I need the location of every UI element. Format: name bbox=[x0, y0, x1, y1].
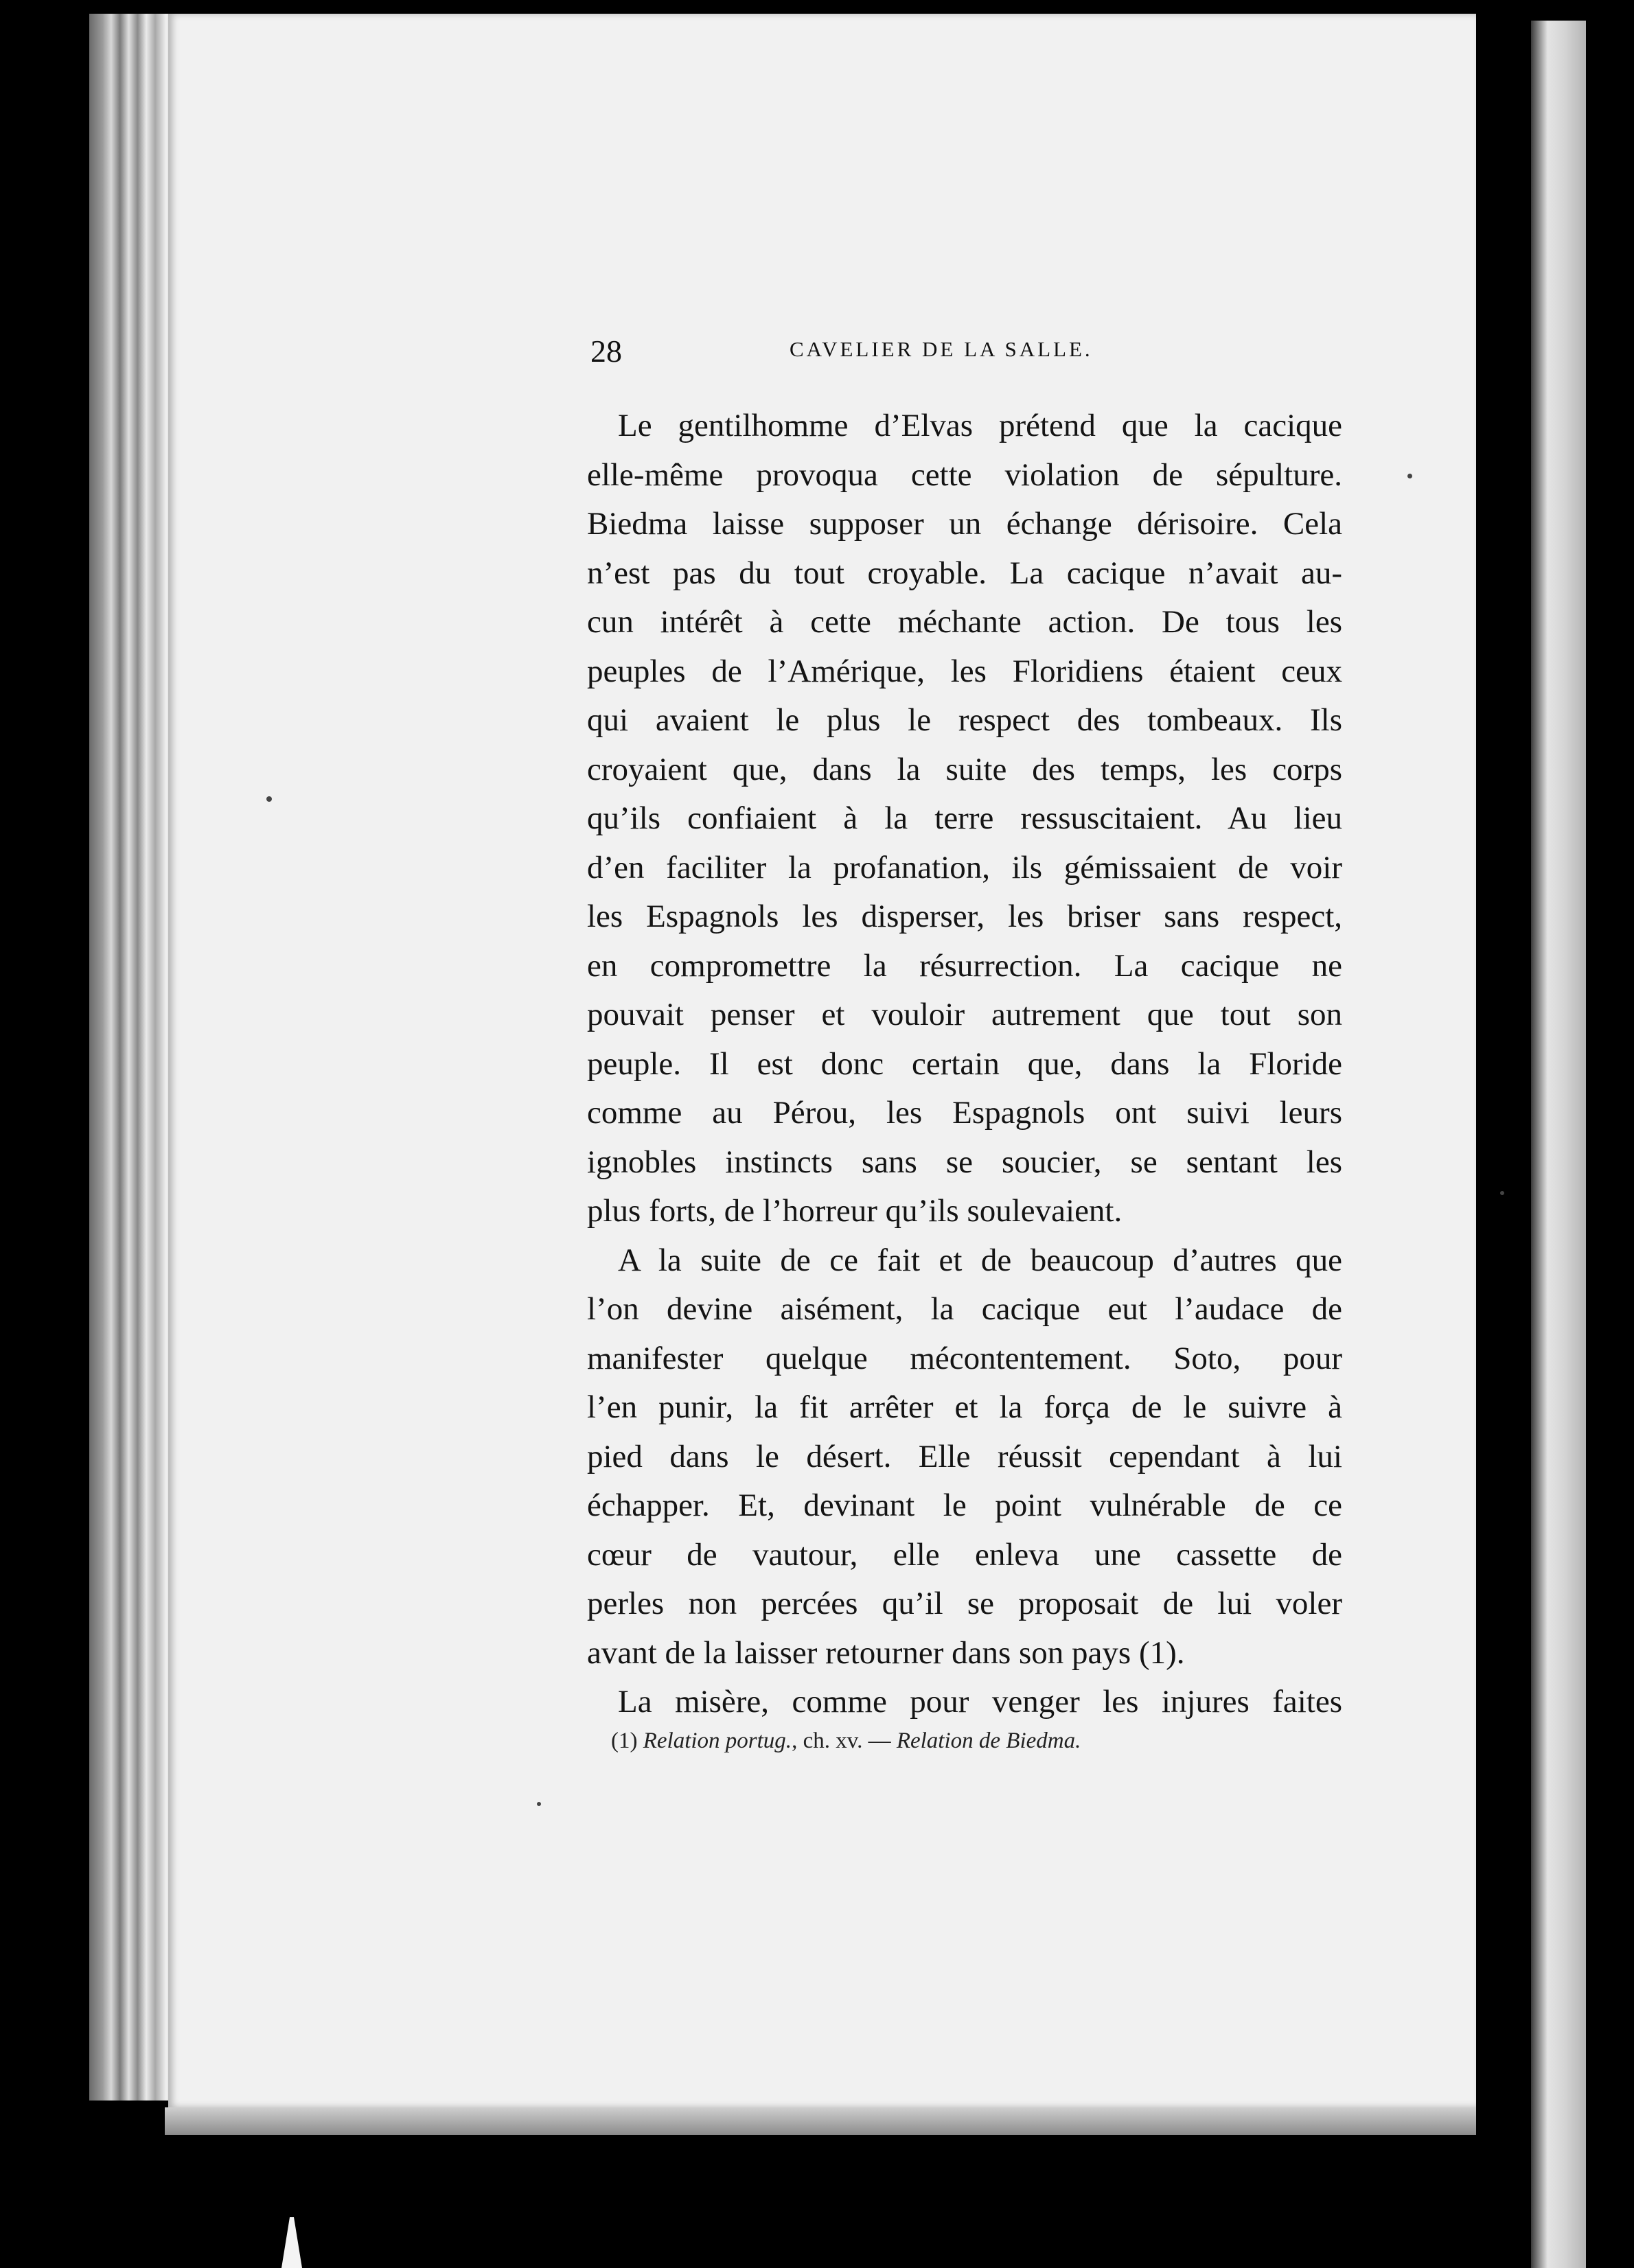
facing-page-edge bbox=[1531, 21, 1586, 2268]
text-line: cœur de vautour, elle enleva une cassette de bbox=[587, 1536, 1342, 1573]
dust-speck bbox=[266, 796, 272, 802]
text-line: en compromettre la résurrection. La cacique ne bbox=[587, 947, 1342, 984]
footnote-title-2: Relation de Biedma. bbox=[896, 1728, 1081, 1753]
text-line: plus forts, de l’horreur qu’ils soulevaient. bbox=[587, 1193, 1123, 1229]
text-line: d’en faciliter la profanation, ils gémissaient de voir bbox=[587, 849, 1342, 886]
body-text bbox=[587, 402, 1342, 1727]
page-bottom-edge bbox=[165, 2107, 1476, 2135]
footnote-chapter: , ch. xv. — bbox=[792, 1728, 891, 1753]
text-line: croyaient que, dans la suite des temps, les corps bbox=[587, 751, 1342, 787]
text-line: pouvait penser et vouloir autrement que tout son bbox=[587, 997, 1342, 1032]
text-line: l’en punir, la fit arrêter et la força de le suivre à bbox=[587, 1389, 1342, 1425]
text-line: peuples de l’Amérique, les Floridiens étaient ceux bbox=[587, 653, 1342, 689]
text-line: comme au Pérou, les Espagnols ont suivi leurs bbox=[587, 1095, 1342, 1131]
text-line: A la suite de ce fait et de beaucoup d’autres que bbox=[618, 1242, 1342, 1278]
text-line: Biedma laisse supposer un échange dérisoire. Cela bbox=[587, 506, 1342, 542]
text-line: peuple. Il est donc certain que, dans la Floride bbox=[587, 1045, 1342, 1082]
text-line: manifester quelque mécontentement. Soto, pour bbox=[587, 1340, 1342, 1376]
text-line: ignobles instincts sans se soucier, se sentant les bbox=[587, 1144, 1342, 1180]
footnote bbox=[611, 1728, 1339, 1754]
text-line: n’est pas du tout croyable. La cacique n’avait au- bbox=[587, 555, 1342, 591]
footnote-title-1: Relation portug. bbox=[643, 1728, 792, 1753]
text-line: avant de la laisser retourner dans son pays (1). bbox=[587, 1634, 1185, 1671]
running-head: CAVELIER DE LA SALLE. bbox=[790, 337, 1093, 361]
text-line: l’on devine aisément, la cacique eut l’audace de bbox=[587, 1291, 1342, 1327]
dust-speck bbox=[537, 1802, 541, 1806]
page-corner-mark bbox=[281, 2217, 302, 2268]
text-line: qui avaient le plus le respect des tombeaux. Ils bbox=[587, 702, 1342, 738]
text-line: Le gentilhomme d’Elvas prétend que la cacique bbox=[618, 408, 1342, 443]
footnote-marker: (1) bbox=[611, 1728, 638, 1753]
text-line: cun intérêt à cette méchante action. De tous les bbox=[587, 604, 1342, 640]
text-line: perles non percées qu’il se proposait de lui voler bbox=[587, 1586, 1342, 1621]
text-line: La misère, comme pour venger les injures faites bbox=[618, 1684, 1342, 1720]
text-line: elle-même provoqua cette violation de sépulture. bbox=[587, 456, 1342, 493]
page-number: 28 bbox=[590, 334, 622, 369]
text-line: qu’ils confiaient à la terre ressuscitaient. Au lieu bbox=[587, 800, 1342, 836]
page-header bbox=[590, 333, 1346, 367]
text-line: échapper. Et, devinant le point vulnérable de ce bbox=[587, 1488, 1342, 1523]
dust-speck bbox=[1407, 474, 1412, 478]
dust-speck bbox=[1500, 1191, 1504, 1195]
text-line: pied dans le désert. Elle réussit cependant à lui bbox=[587, 1438, 1342, 1474]
text-line: les Espagnols les disperser, les briser sans respect, bbox=[587, 899, 1342, 934]
